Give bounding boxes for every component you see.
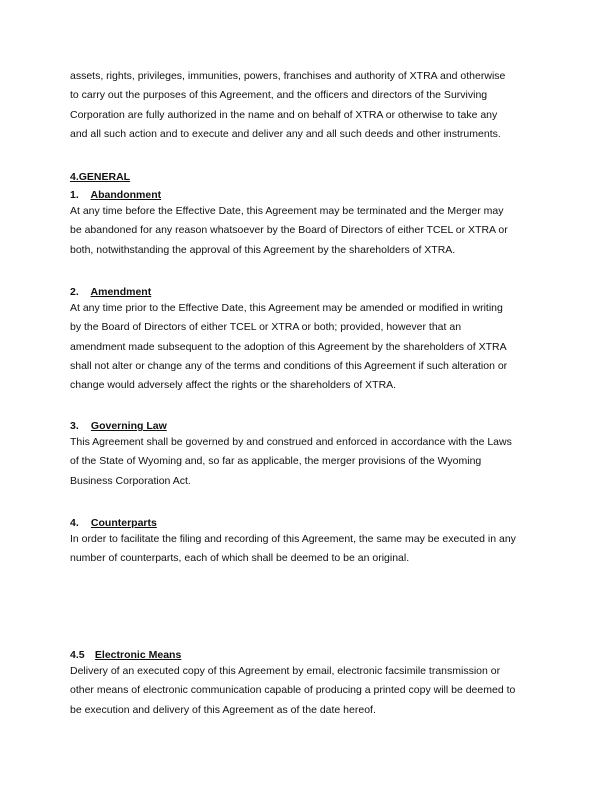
electronic-means-paragraph [70, 662, 550, 720]
text-line: other means of electronic communication capable of producing a printed copy will be deemed to [70, 684, 516, 697]
subsection-heading-counterparts [70, 516, 157, 530]
subsection-number: 3. [70, 420, 79, 432]
text-line: amendment made subsequent to the adoption of this Agreement by the shareholders of XTRA [70, 340, 507, 353]
subsection-title: Counterparts [90, 517, 157, 529]
intro-paragraph [70, 67, 550, 144]
subsection-heading-amendment [70, 285, 151, 299]
text-line: to carry out the purposes of this Agreement, and the officers and directors of the Surviving [70, 89, 488, 102]
text-line: At any time before the Effective Date, this Agreement may be terminated and the Merger may [70, 205, 504, 217]
subsection-title: Governing Law [90, 420, 167, 432]
text-line: both, notwithstanding the approval of this Agreement by the shareholders of XTRA. [70, 243, 456, 256]
subsection-heading-abandonment [70, 188, 161, 202]
subsection-title: Abandonment [90, 189, 162, 201]
text-line: of the State of Wyoming and, so far as applicable, the merger provisions of the Wyoming [70, 455, 482, 468]
text-line: and all such action and to execute and deliver any and all such deeds and other instruments. [70, 127, 501, 140]
abandonment-paragraph [70, 202, 550, 260]
text-line: be abandoned for any reason whatsoever by the Board of Directors of either TCEL or XTRA or [70, 224, 508, 237]
subsection-heading-governing-law [70, 419, 167, 433]
text-line: Corporation are fully authorized in the name and on behalf of XTRA or otherwise to take any [70, 108, 498, 121]
text-line: assets, rights, privileges, immunities, powers, franchises and authority of XTRA and otherwise [70, 70, 506, 82]
text-line: In order to facilitate the filing and recording of this Agreement, the same may be executed in any [70, 533, 516, 545]
counterparts-paragraph [70, 530, 550, 569]
text-line: Delivery of an executed copy of this Agreement by email, electronic facsimile transmission or [70, 665, 501, 677]
subsection-number: 2. [70, 286, 79, 298]
text-line: change would adversely affect the rights or the shareholders of XTRA. [70, 379, 397, 392]
subsection-title: Electronic Means [94, 649, 182, 661]
text-line: shall not alter or change any of the terms and conditions of this Agreement if such alteration or [70, 359, 508, 372]
subsection-heading-electronic-means [70, 648, 181, 662]
text-line: be execution and delivery of this Agreement as of the date hereof. [70, 703, 376, 716]
subsection-number: 1. [70, 189, 79, 201]
text-line: number of counterparts, each of which shall be deemed to be an original. [70, 552, 410, 565]
amendment-paragraph [70, 299, 550, 395]
text-line: This Agreement shall be governed by and construed and enforced in accordance with the Laws [70, 436, 512, 448]
subsection-number: 4.5 [70, 649, 85, 661]
subsection-title: Amendment [90, 286, 152, 298]
text-line: by the Board of Directors of either TCEL or XTRA or both; provided, however that an [70, 321, 462, 334]
governing-law-paragraph [70, 433, 550, 491]
section-heading: 4.GENERAL [70, 171, 131, 183]
subsection-number: 4. [70, 517, 79, 529]
text-line: At any time prior to the Effective Date, this Agreement may be amended or modified in writing [70, 302, 503, 314]
text-line: Business Corporation Act. [70, 474, 191, 487]
